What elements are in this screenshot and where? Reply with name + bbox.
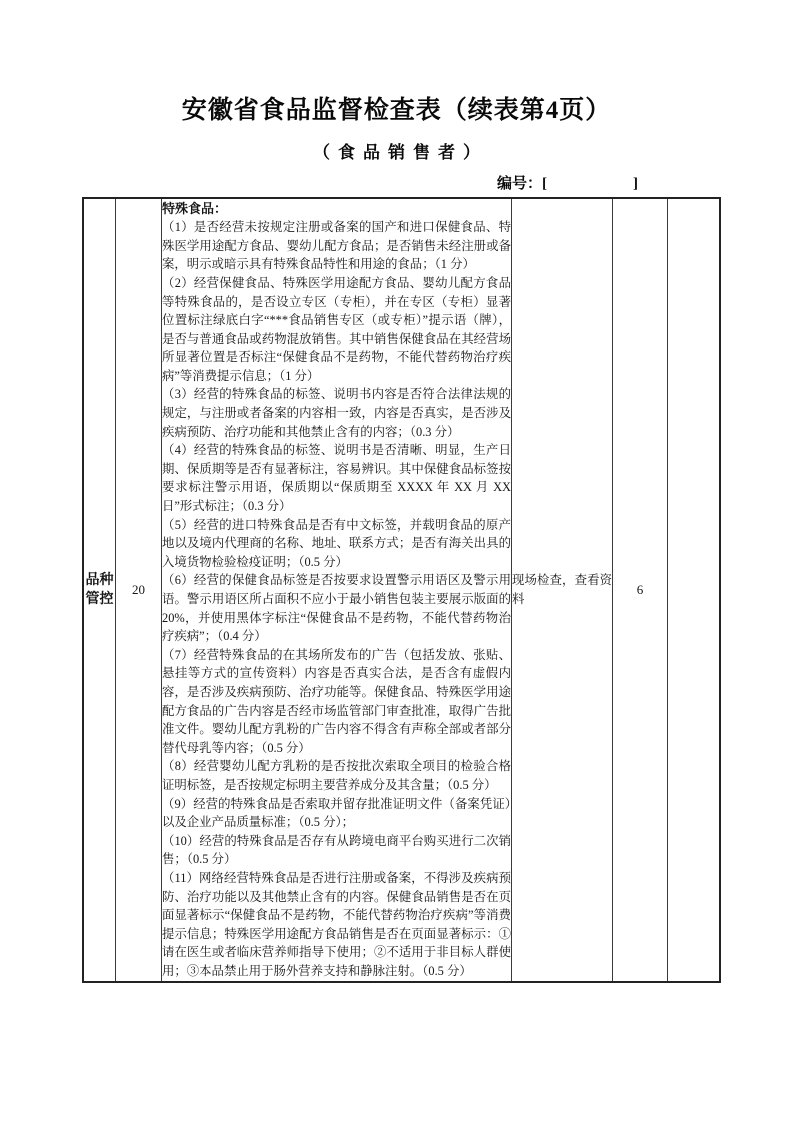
checklist-item-5: （5）经营的进口特殊食品是否有中文标签，并载明食品的原产地以及境内代理商的名称、地址、联系方式；是否有海关出具的入境货物检验检疫证明；（0.5 分） <box>162 517 511 569</box>
page-title: 安徽省食品监督检查表（续表第4页） <box>181 97 612 124</box>
checklist-item-10: （10）经营的特殊食品是否存有从跨境电商平台购买进行二次销售；（0.5 分） <box>162 833 511 867</box>
serial-close-bracket: ] <box>633 176 638 192</box>
remark-cell <box>668 198 721 982</box>
table-row <box>83 198 720 982</box>
category-score-cell: 20 <box>116 198 162 982</box>
checklist-item-4: （4）经营的特殊食品的标签、说明书是否清晰、明显，生产日期、保质期等是否有显著标注，容易辨识。其中保健食品标签按要求标注警示用语，保质期以“保质期至 XXXX 年 XX 月 XX 日”形式标注；（0.3 分） <box>162 443 511 514</box>
checklist-item-8: （8）经营婴幼儿配方乳粉的是否按批次索取全项目的检验合格证明标签，是否按规定标明主要营养成分及其含量；（0.5 分） <box>162 759 511 792</box>
serial-label: 编号：[ <box>497 176 547 192</box>
method-cell <box>512 198 613 982</box>
score-cell: 6 <box>613 198 668 982</box>
category-label: 品种管控 <box>85 573 114 607</box>
content-cell <box>162 198 512 982</box>
inspection-table <box>82 197 721 983</box>
serial-number-field <box>497 172 638 193</box>
checklist-item-6: （6）经营的保健食品标签是否按要求设置警示用语区及警示用语。警示用语区所占面积不应小于最小销售包装主要展示版面的20%，并使用黑体字标注“保健食品不是药物，不能代替药物治疗疾病”；（0.4 分） <box>162 573 511 644</box>
method-label: 现场检查，查看资料 <box>512 573 612 606</box>
checklist-item-11: （11）网络经营特殊食品是否进行注册或备案，不得涉及疾病预防、治疗功能以及其他禁止含有的内容。保健食品销售是否在页面显著标示“保健食品不是药物，不能代替药物治疗疾病”等消费提示信息；特殊医学用途配方食品销售是否在页面显著标示：①请在医生或者临床营养师指导下使用；②不适用于非目标人群使用；③本品禁止用于肠外营养支持和静脉注射。（0.5 分） <box>162 870 511 978</box>
page-subtitle: （食品销售者） <box>313 143 488 162</box>
checklist-item-2: （2）经营保健食品、特殊医学用途配方食品、婴幼儿配方食品等特殊食品的，是否设立专区（专柜），并在专区（专柜）显著位置标注绿底白字“***食品销售专区（或专柜）”提示语（牌），是否与普通食品或药物混放销售。其中销售保健食品在其经营场所显著位置是否标注“保健食品不是药物，不能代替药物治疗疾病”等消费提示信息；（1 分） <box>162 275 511 383</box>
category-cell <box>83 198 116 982</box>
checklist-item-3: （3）经营的特殊食品的标签、说明书内容是否符合法律法规的规定，与注册或者备案的内容相一致，内容是否真实，是否涉及疾病预防、治疗功能和其他禁止含有的内容；（0.3 分） <box>162 387 511 439</box>
checklist-item-7: （7）经营特殊食品的在其场所发布的广告（包括发放、张贴、悬挂等方式的宣传资料）内容是否真实合法，是否含有虚假内容，是否涉及疾病预防、治疗功能等。保健食品、特殊医学用途配方食品的广告内容是否经市场监管部门审查批准，取得广告批准文件。婴幼儿配方乳粉的广告内容不得含有声称全部或者部分替代母乳等内容；（0.5 分） <box>162 647 511 755</box>
checklist-item-1: （1）是否经营未按规定注册或备案的国产和进口保健食品、特殊医学用途配方食品、婴幼儿配方食品；是否销售未经注册或备案，明示或暗示具有特殊食品特性和用途的食品；（1 分） <box>162 220 511 272</box>
checklist-item-9: （9）经营的特殊食品是否索取并留存批准证明文件（备案凭证）以及企业产品质量标准；（0.5 分）； <box>162 796 511 830</box>
content-heading: 特殊食品： <box>162 200 228 216</box>
